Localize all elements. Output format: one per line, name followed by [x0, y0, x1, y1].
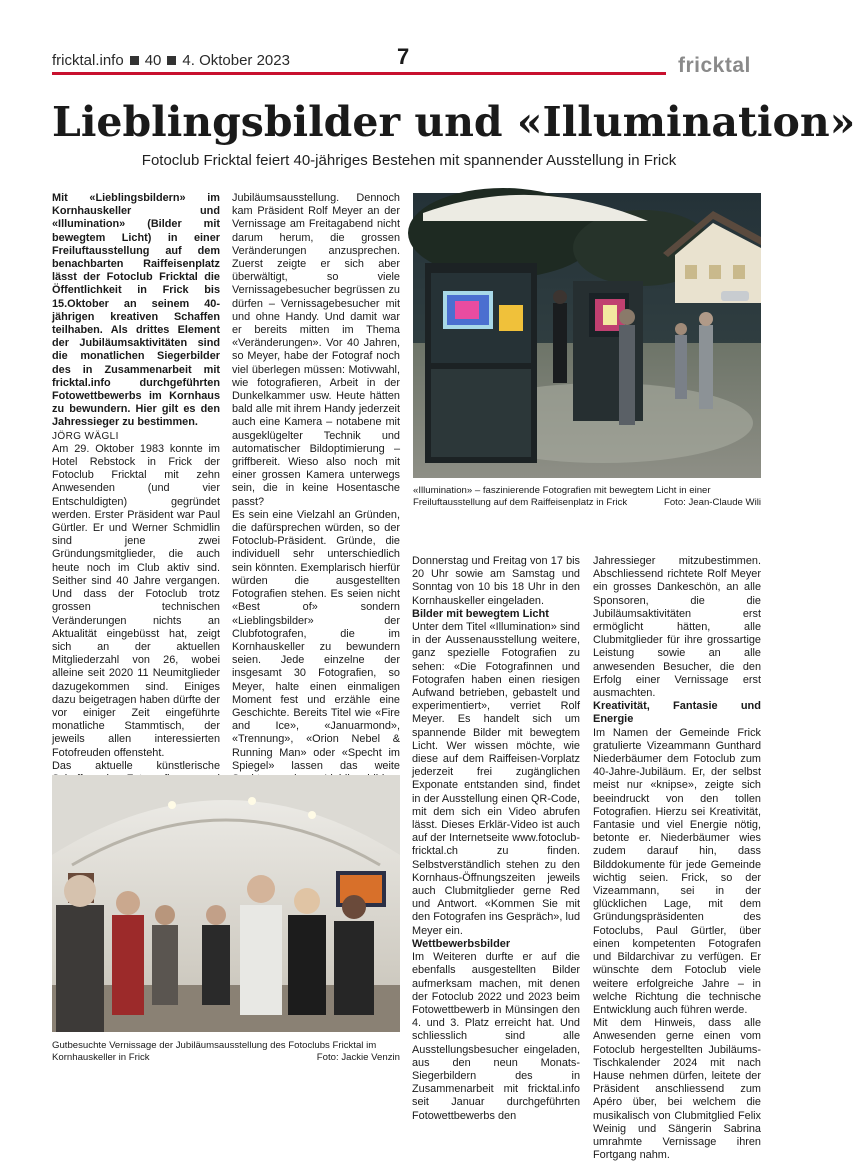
caption-text: Gutbesuchte Vernissage der Jubiläumsausstellung des Fotoclubs Fricktal im Kornhauskeller in Frick [52, 1040, 377, 1063]
body-paragraph: Mit dem Hinweis, dass alle Anwesenden gerne einen vom Fotoclub hergestellten Jubiläums-Tischkalender 2024 mit nach Hause nehmen dürfen, leitete der Präsident anschliessend zum Apéro über, bei welchem die musikalisch von Clubmitglied Felix Weinig und Sängerin Sabrina umrahmte Vernissage ihren Fortgang nahm. [593, 1017, 761, 1162]
section-name: fricktal [678, 54, 751, 77]
site-name: fricktal.info [52, 52, 124, 69]
body-paragraph: Im Namen der Gemeinde Frick gratulierte Vizeammann Gunthard Niederbäumer dem Fotoclub zum 40-Jahre-Jubiläum. Er, der selbst meist nur «knipse», zeigte sich beeindruckt von den tollen Fotografien. Hierzu sei Kreativität, Fantasie und viel Energie nötig, betonte er. Niederbäumer wies zudem darauf hin, dass Bilddokumente für jede Gemeinde wichtig seien. Frick, so der Vizeammann, sei in der glücklichen Lage, mit dem Gründungspräsidenten des Fotoclubs, Paul Gürtler, über einen kompetenten Fotografen und Bildarchivar zu verfügen. Er wünschte dem Fotoclub viele weitere erfolgreiche Jahre – in welche Richtung die technische Entwicklung auch führen werde. [593, 726, 761, 1016]
column-3 [412, 555, 580, 1123]
caption-text: «Illumination» – faszinierende Fotografien mit bewegtem Licht in einer Freiluftausstellung auf dem Raiffeisenplatz in Frick [413, 485, 711, 508]
column-2 [232, 192, 400, 839]
headline: Lieblingsbilder und «Illumination» [52, 98, 855, 146]
vernissage-scene [52, 775, 400, 1032]
body-paragraph: Das aktuelle künstlerische [52, 759, 220, 772]
illumination-scene [413, 193, 761, 478]
photo-vernissage [52, 775, 400, 1032]
photo-caption-top [413, 485, 761, 509]
subheading: Wettbewerbsbilder [412, 937, 511, 950]
body-paragraph: Jubiläumsausstellung. Dennoch kam Präsident Rolf Meyer an der Vernissage am Freitagabend nicht darum herum, die grossen Veränderungen anzusprechen. Zuerst zeigte er sich aber überwältigt, so viele Vernissagebesucher begrüssen zu dürfen – Vernissagebesucher mit und ohne Handy. Und damit war er bereits mitten im Thema «Veränderungen». Vor 40 Jahren, so Meyer, habe der Fotograf noch viel überlegen müssen: Motivwahl, wie fotografieren, Arbeit in der Dunkelkammer usw. Heute hätten bald alle mit ihrem Handy jederzeit auch eine Kamera – notabene mit ausgeklügelter Technik und automatischer Bildoptimierung – griffbereit. Wieso also noch mit einer grossen Kamera unterwegs sein, die in keine Hosentasche passt? [232, 192, 400, 508]
photo-illumination [413, 193, 761, 478]
body-paragraph: Unter dem Titel «Illumination» sind in der Aussenausstellung weitere, ganz spezielle Fotografien zu sehen: «Die Fotografinnen und Fotografen haben einen riesigen Aufwand betrieben, gebastelt und experimentiert», verriet Rolf Meyer. Es handelt sich um spannende Bilder mit bewegtem Licht. Wer wissen möchte, wie diese auf dem Raiffeisen-Vorplatz jederzeit frei zugänglichen Exponate entstanden sind, findet in der Ausstellung einen QR-Code, mit dem sich ein Video abrufen lässt. Dieses Erklär-Video ist auch auf der Internetseite www.fotoclub-fricktal.ch zu finden. Selbstverständlich stehen zu den Kornhaus-Öffnungszeiten jeweils auch Clubmitglieder gerne Red und Antwort. «Kommen Sie mit den Fotografen ins Gespräch», lud Meyer ein. [412, 621, 580, 937]
author-byline: JÖRG WÄGLI [52, 430, 119, 442]
masthead-info [52, 52, 290, 69]
header-rule [52, 72, 666, 75]
photo-credit: Foto: Jackie Venzin [316, 1052, 400, 1063]
photo-caption-bottom [52, 1040, 400, 1064]
page-number: 7 [397, 44, 410, 69]
body-paragraph: Jahressieger mitzubestimmen. Abschliessend richtete Rolf Meyer ein grosses Dankeschön, an alle Sponsoren, die die Jubiläumsaktivitäten erst ermöglicht hätten, alle Clubmitglieder für ihre grossartige Leistung sowie an alle anwesenden Besucher, die den Erfolg einer Vernissage erst ausmachten. [593, 555, 761, 700]
body-paragraph: Im Weiteren durfte er auf die ebenfalls ausgestellten Bilder aufmerksam machen, mit denen der Fotoclub 2022 und 2023 beim Fotowettbewerb in Münsingen den 4. und 3. Platz erreicht hat. Und schliesslich sind alle Ausstellungsbesucher eingeladen, aus den neun Monats-Siegerbildern des in Zusammenarbeit mit fricktal.info seit Januar durchgeführten Fotowettbewerbs den [412, 951, 580, 1122]
column-4 [593, 555, 761, 1162]
issue-number: 40 [144, 52, 162, 69]
square-bullet-icon [167, 56, 176, 65]
subhead: Fotoclub Fricktal feiert 40-jähriges Bestehen mit spannender Ausstellung in Frick [141, 152, 677, 169]
square-bullet-icon [130, 56, 139, 65]
subheading: Bilder mit bewegtem Licht [412, 607, 549, 620]
column-1 [52, 192, 220, 826]
body-paragraph: Es sein eine Vielzahl an Gründen, die dafürsprechen würden, so der Fotoclub-Präsident. Gründe, die individuell sehr unterschiedlich sein könnten. Exemplarisch hierfür würden die ausgestellten Fotografien stehen. Es seien nicht «Best of» sondern «Lieblingsbilder» der Clubfotografen, die im Kornhauskeller zu bewundern seien. Jede einzelne der insgesamt 30 Fotografien, so Meyer, halte einen einmaligen Moment fest und erzähle eine Geschichte. Bereits Titel wie «Fire and Ice», «Januarmond», «Trennung», «Orion Nebel & Running Man» oder «Specht im Spiegel» lassen das weite [232, 508, 400, 772]
body-paragraph: Donnerstag und Freitag von 17 bis 20 Uhr sowie am Samstag und Sonntag von 10 bis 18 Uhr in den Kornhauskeller eingeladen. [412, 555, 580, 607]
issue-date: 4. Oktober 2023 [182, 52, 290, 69]
photo-credit: Foto: Jean-Claude Wili [663, 497, 761, 508]
lead-paragraph: Mit «Lieblingsbildern» im Kornhauskeller und «Illumination» (Bilder mit bewegtem Licht) in einer Freiluftausstellung auf dem benachbarten Raiffeisenplatz lässt der Fotoclub Fricktal die Öffentlichkeit in Frick bis 15.Oktober an seinem 40-jährigen kreativen Schaffen teilhaben. Als drittes Element der Jubiläumsaktivitäten sind die monatlichen Siegerbilder des in Zusammenarbeit mit fricktal.info durchgeführten Fotowettbewerbs im Kornhaus zu bewundern. Hier gilt es den Jahressieger zu bestimmen. [52, 192, 220, 429]
subheading: Kreativität, Fantasie und Energie [593, 700, 761, 726]
body-paragraph: Am 29. Oktober 1983 konnte im Hotel Rebstock in Frick der Fotoclub Fricktal mit zehn Anwesenden (und vier Entschuldigten) gegründet werden. Erster Präsident war Paul Gürtler. Er und Werner Schmidlin sind jene zwei Gründungsmitglieder, die auch heute noch im Club aktiv sind. Seither sind 40 Jahre vergangen. Und dass der Fotoclub trotz grossen technischen Veränderungen nichts an Aktualität eingebüsst hat, zeigt sich an der aktuellen Mitgliederzahl von 26, wobei alleine seit 2020 11 Neumitglieder dazugekommen sind. Einiges dazu beigetragen haben dürfte der vor einiger Zeit eingeführte monatliche Stammtisch, der jeweils allen interessierten Fotofreuden offensteht. [52, 442, 220, 759]
